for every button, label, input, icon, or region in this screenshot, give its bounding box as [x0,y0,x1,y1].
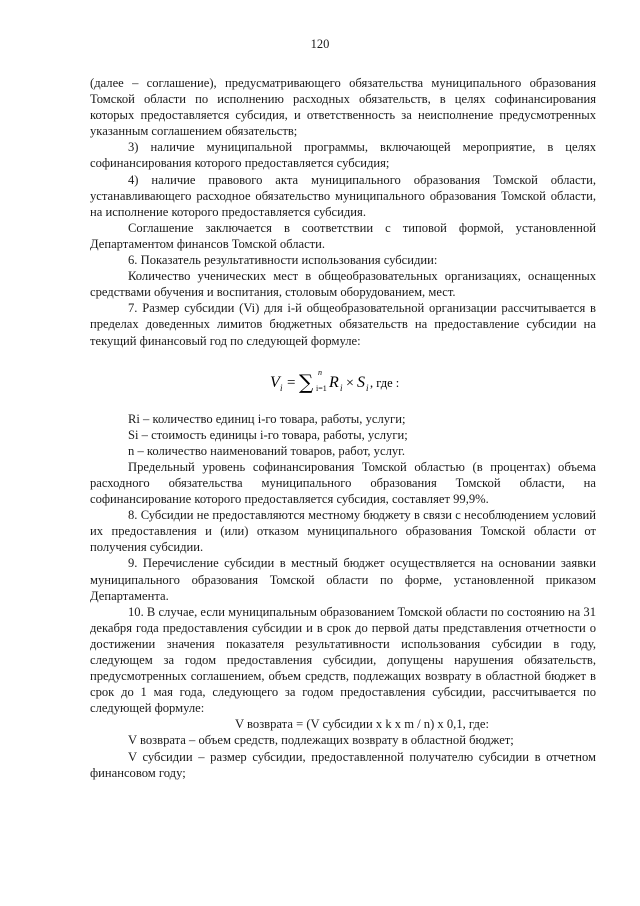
paragraph: 4) наличие правового акта муниципального образования Томской области, устанавливающего расходное обязательство муниципального образования Томской области, на исполнение которого предоставляется субсидия. [90,172,596,219]
document-body [90,75,596,781]
refund-formula: V возврата = (V субсидии x k x m / n) x 0,1, где: [235,717,489,732]
subsidy-formula-graphic [268,358,418,404]
formula-s: S [357,373,365,391]
formula-sum: ∑ [299,369,314,394]
paragraph: (далее – соглашение), предусматривающего обязательства муниципального образования Томской области по исполнению расходных обязательств, в целях софинансирования которых предоставляется субсидия, и ответственность за неисполнение предусмотренных указанным соглашением обязательств; [90,76,596,139]
subsidy-formula [90,355,596,407]
paragraph: Si – стоимость единицы i-го товара, работы, услуги; [128,427,408,442]
paragraph: Предельный уровень софинансирования Томской областью (в процентах) объема расходного обязательства муниципального образования Томской области, на софинансирование которого предоставляется субсидия, составляет 99,9%. [90,459,596,507]
paragraph: 7. Размер субсидии (Vi) для i-й общеобразовательной организации рассчитывается в пределах доведенных лимитов бюджетных обязательств на предоставление субсидии на текущий финансовый год по следующей формуле: [90,301,596,348]
formula-times: × [346,375,354,391]
paragraph: 8. Субсидии не предоставляются местному бюджету в связи с несоблюдением условий их предоставления и (или) отказом муниципального образования Томской области от получения субсидии. [90,508,596,555]
paragraph: Количество ученических мест в общеобразовательных организациях, оснащенных средствами обучения и воспитания, столовым оборудованием, мест. [90,269,596,300]
formula-suffix: , где : [370,375,400,390]
formula-r-sub: i [340,382,343,393]
paragraph: 10. В случае, если муниципальным образованием Томской области по состоянию на 31 декабря года предоставления субсидии и в срок до первой даты представления отчетности о достижении значения показателя результативности использования субсидии в году, следующем за годом предоставления субсидии, допущены нарушения обязательств, предусмотренных соглашением, объем средств, подлежащих возврату в областной бюджет в срок до 1 мая года, следующего за годом предоставления субсидии, рассчитывается по следующей формуле: [90,604,596,716]
paragraph: V возврата – объем средств, подлежащих возврату в областной бюджет; [128,733,514,748]
formula-lhs: V [270,373,280,391]
formula-lhs-sub: i [280,382,283,393]
paragraph: 6. Показатель результативности использования субсидии: [128,253,438,268]
paragraph: 9. Перечисление субсидии в местный бюджет осуществляется на основании заявки муниципального образования Томской области по форме, установленной приказом Департамента. [90,556,596,603]
paragraph: Соглашение заключается в соответствии с типовой формой, установленной Департаментом финансов Томской области. [90,220,596,251]
paragraph: Ri – количество единиц i-го товара, работы, услуги; [128,411,406,426]
formula-eq: = [287,374,296,391]
page-number: 120 [310,37,330,51]
paragraph: n – количество наименований товаров, работ, услуг. [128,443,406,458]
formula-r: R [329,373,339,391]
paragraph: V субсидии – размер субсидии, предоставленной получателю субсидии в отчетном финансовом году; [90,749,596,780]
formula-upper: n [318,367,322,377]
formula-s-sub: i [366,382,369,393]
formula-lower: i=1 [316,383,327,393]
paragraph: 3) наличие муниципальной программы, включающей мероприятие, в целях софинансирования которого предоставляется субсидия; [90,140,596,171]
